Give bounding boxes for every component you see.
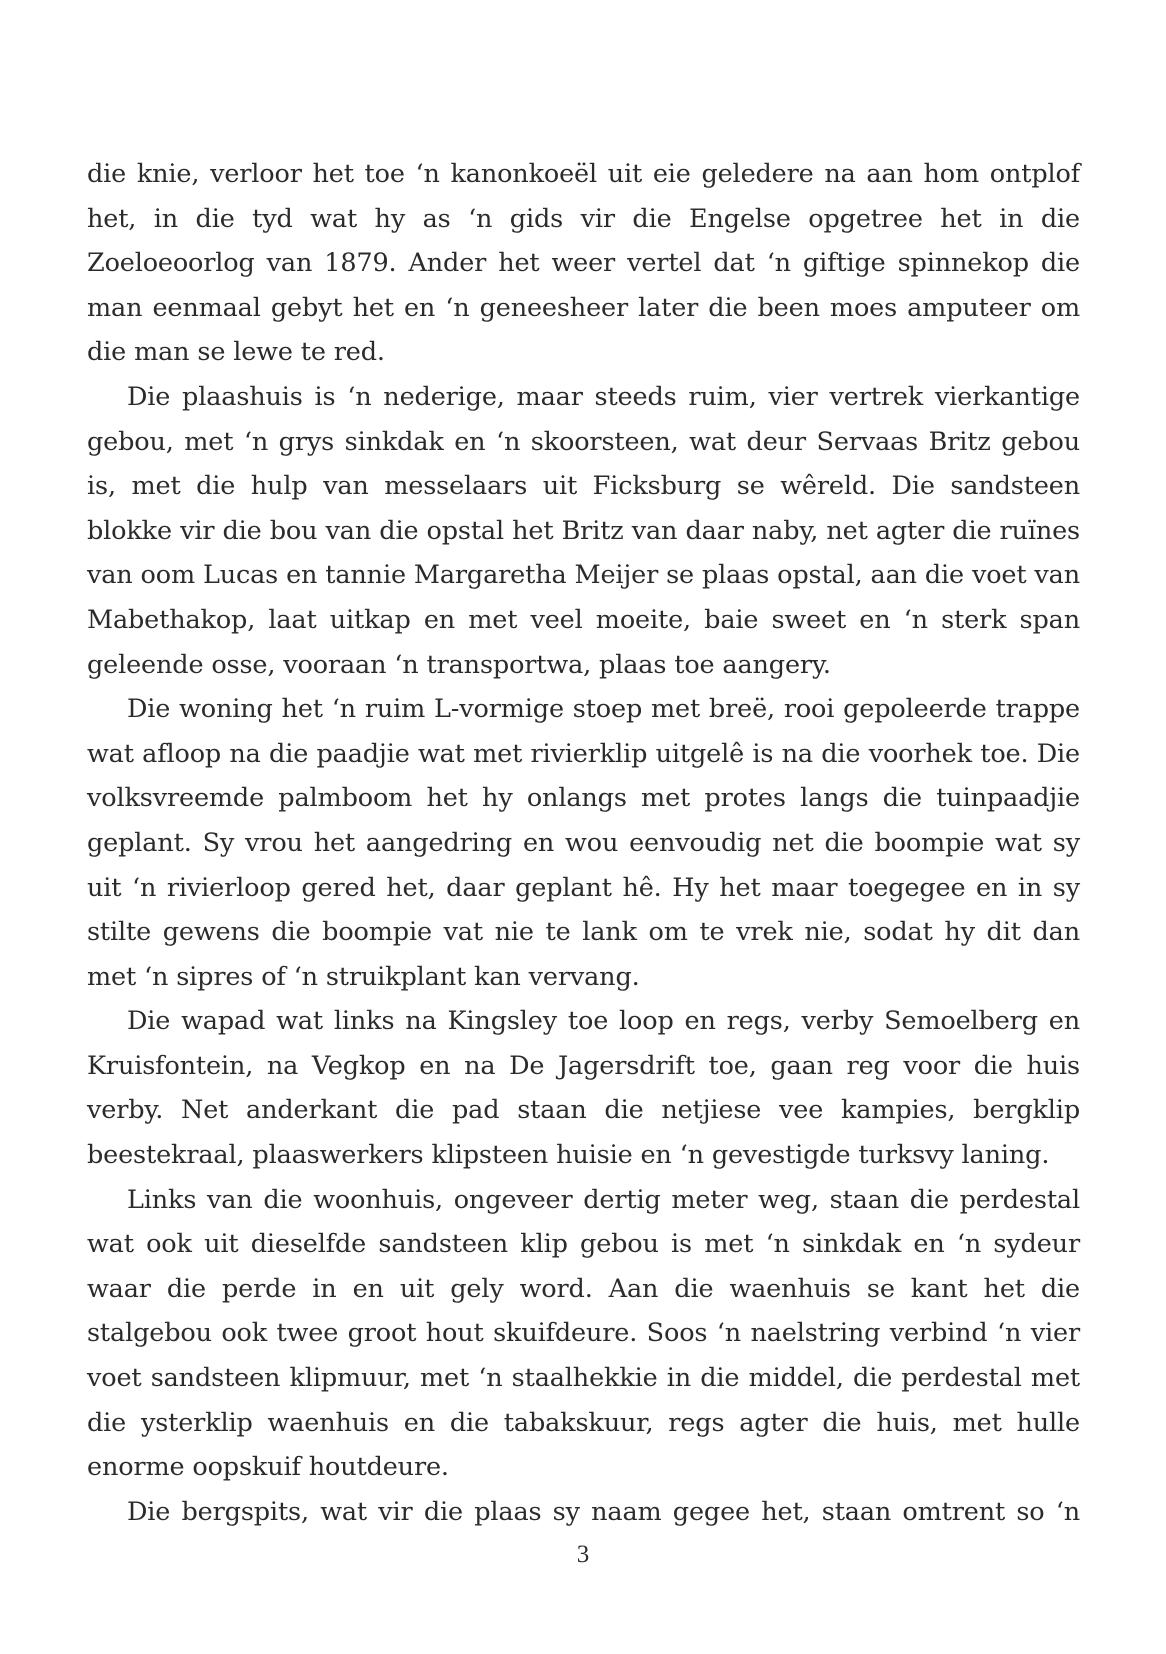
paragraph-plaashuis: Die plaashuis is ‘n nederige, maar steeds ruim, vier vertrek vierkantige gebou, met ‘n grys sinkdak en ‘n skoorsteen, wat deur Servaas Britz gebou is, met die hulp van messelaars uit Ficksburg se wêreld. Die sandsteen blokke vir die bou van die opstal het Britz van daar naby, net agter die ruïnes van oom Lucas en tannie Margaretha Meijer se plaas opstal, aan die voet van Mabethakop, laat uitkap en met veel moeite, baie sweet en ‘n sterk span geleende osse, vooraan ‘n transportwa, plaas toe aangery. (87, 381, 1080, 680)
paragraph-continuation: die knie, verloor het toe ‘n kanonkoeël uit eie geledere na aan hom ontplof het, in die tyd wat hy as ‘n gids vir die Engelse opgetree het in die Zoeloeoorlog van 1879. Ander het weer vertel dat ‘n giftige spinnekop die man eenmaal gebyt het en ‘n geneesheer later die been moes amputeer om die man se lewe te red. (87, 159, 1080, 368)
paragraph-wapad: Die wapad wat links na Kingsley toe loop en regs, verby Semoelberg en Kruisfontein, na Vegkop en na De Jagersdrift toe, gaan reg voor die huis verby. Net anderkant die pad staan die netjiese vee kampies, bergklip beestekraal, plaaswerkers klipsteen huisie en ‘n gevestigde turksvy laning. (87, 1006, 1080, 1171)
body-text (87, 152, 1080, 1534)
paragraph-perdestal: Links van die woonhuis, ongeveer dertig meter weg, staan die perdestal wat ook uit dieselfde sandsteen klip gebou is met ‘n sinkdak en ‘n sydeur waar die perde in en uit gely word. Aan die waenhuis se kant het die stalgebou ook twee groot hout skuifdeure. Soos ‘n naelstring verbind ‘n vier voet sandsteen klipmuur, met ‘n staalhekkie in die middel, die perdestal met die ysterklip waenhuis en die tabakskuur, regs agter die huis, met hulle enorme oopskuif houtdeure. (87, 1184, 1080, 1483)
paragraph-bergspits: Die bergspits, wat vir die plaas sy naam gegee het, staan omtrent so ‘n (127, 1496, 1080, 1527)
paragraph-woning: Die woning het ‘n ruim L-vormige stoep met breë, rooi gepoleerde trappe wat afloop na die paadjie wat met rivierklip uitgelê is na die voorhek toe. Die volksvreemde palmboom het hy onlangs met protes langs die tuinpaadjie geplant. Sy vrou het aangedring en wou eenvoudig net die boompie wat sy uit ‘n rivierloop gered het, daar geplant hê. Hy het maar toegegee en in sy stilte gewens die boompie vat nie te lank om te vrek nie, sodat hy dit dan met ‘n sipres of ‘n struikplant kan vervang. (87, 694, 1080, 992)
page-number: 3 (576, 1541, 590, 1568)
